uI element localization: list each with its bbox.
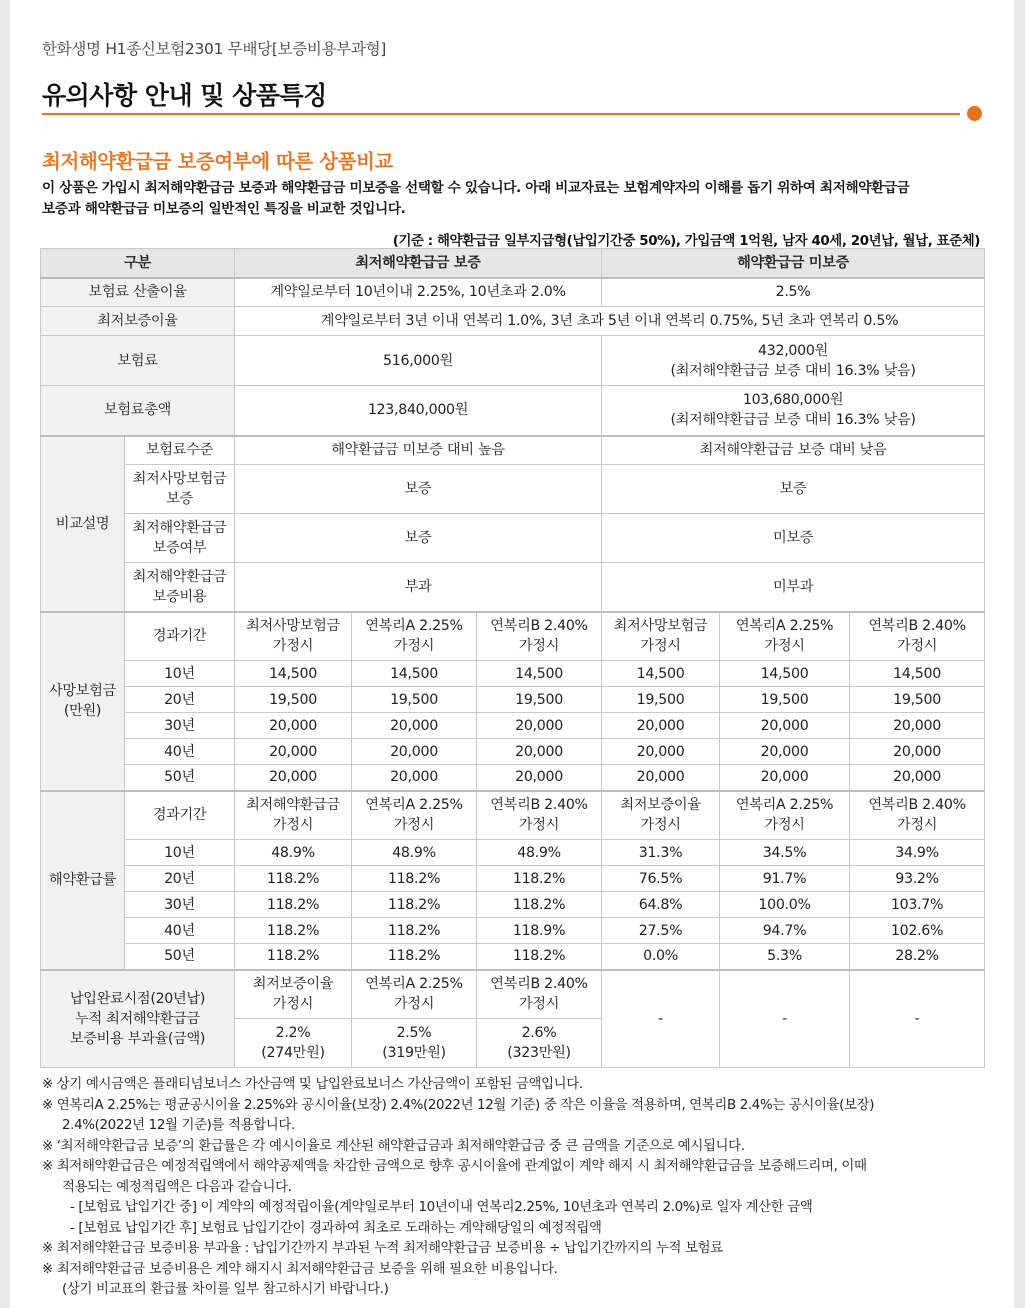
- table-row: [41, 661, 985, 687]
- header-guaranteed: 최저해약환급금 보증: [235, 249, 602, 278]
- table-cell: 118.2%: [235, 944, 352, 970]
- table-cell: 20,000: [602, 765, 720, 791]
- table-cell: 20,000: [477, 713, 602, 739]
- label-line: 최저해약환급금: [132, 520, 227, 536]
- period-cell: 10년: [125, 840, 235, 866]
- table-cell: 118.2%: [477, 892, 602, 918]
- table-cell: 5.3%: [720, 944, 850, 970]
- table-cell: 20,000: [850, 713, 985, 739]
- period-cell: 10년: [125, 661, 235, 687]
- accent-dot-icon: [967, 106, 982, 121]
- empty-cell: -: [602, 970, 720, 1068]
- period-header: 경과기간: [125, 791, 235, 840]
- table-row: [41, 436, 985, 465]
- comparison-basis: (기준 : 해약환급금 일부지급형(납입기간중 50%), 가입금액 1억원, 남자 40세, 20년납, 월납, 표준체): [392, 234, 980, 249]
- table-cell: 0.0%: [602, 944, 720, 970]
- table-cell: [235, 1019, 352, 1068]
- column-header: [352, 612, 477, 661]
- table-cell: 14,500: [235, 661, 352, 687]
- period-cell: 20년: [125, 687, 235, 713]
- cell-line: 432,000원: [758, 342, 829, 359]
- note-line: - [보험료 납입기간 중] 이 계약의 예정적립이율(계약일로부터 10년이내 연복리2.25%, 10년초과 연복리 2.0%)로 일자 계산한 금액: [70, 1200, 813, 1215]
- table-cell: 516,000원: [235, 336, 602, 386]
- intro-line: 보증과 해약환급금 미보증의 일반적인 특징을 비교한 것입니다.: [42, 201, 406, 217]
- row-label: 보험료 산출이율: [41, 278, 235, 307]
- table-cell: 해약환급금 미보증 대비 높음: [235, 436, 602, 465]
- table-row: [41, 970, 985, 1019]
- table-cell: 76.5%: [602, 866, 720, 892]
- table-cell: 94.7%: [720, 918, 850, 944]
- cell-line: 2.2%: [275, 1025, 311, 1041]
- table-cell: 118.2%: [235, 918, 352, 944]
- label-line: 가정시: [764, 817, 805, 834]
- label-line: 최저보증이율: [252, 976, 334, 993]
- note-line: ※ ‘최저해약환급금 보증’의 환급률은 각 예시이율로 계산된 해약환급금과 최저해약환급금 중 큰 금액을 기준으로 예시됩니다.: [42, 1138, 745, 1154]
- table-cell: 20,000: [720, 739, 850, 765]
- label-line: 납입완료시점(20년납): [69, 990, 206, 1007]
- row-label: 보험료: [41, 336, 235, 386]
- table-cell: 부과: [235, 563, 602, 612]
- table-cell: 계약일로부터 3년 이내 연복리 1.0%, 3년 초과 5년 이내 연복리 0.75%, 5년 초과 연복리 0.5%: [235, 307, 985, 336]
- cell-line: 103,680,000원: [742, 392, 844, 409]
- comparison-table: [40, 248, 985, 1068]
- table-row: [41, 944, 985, 970]
- table-cell: 20,000: [720, 713, 850, 739]
- table-cell: 27.5%: [602, 918, 720, 944]
- cell-line: 2.6%: [521, 1025, 557, 1041]
- table-cell: 20,000: [602, 739, 720, 765]
- empty-cell: -: [850, 970, 985, 1068]
- period-cell: 30년: [125, 713, 235, 739]
- label-line: 가정시: [518, 996, 560, 1013]
- table-row: [41, 791, 985, 840]
- table-cell: 14,500: [850, 661, 985, 687]
- table-cell: [602, 336, 985, 386]
- table-cell: 118.2%: [352, 892, 477, 918]
- note-line: 2.4%(2022년 12월 기준)를 적용합니다.: [62, 1118, 295, 1133]
- table-cell: 28.2%: [850, 944, 985, 970]
- column-header: [352, 791, 477, 840]
- column-header: [720, 612, 850, 661]
- note-line: - [보험료 납입기간 후] 보험료 납입기간이 경과하여 최초로 도래하는 계약해당일의 예정적립액: [70, 1220, 602, 1236]
- note-line: ※ 상기 예시금액은 플래티넘보너스 가산금액 및 납입완료보너스 가산금액이 포함된 금액입니다.: [42, 1077, 583, 1092]
- table-cell: 20,000: [352, 739, 477, 765]
- table-cell: 48.9%: [235, 840, 352, 866]
- period-cell: 30년: [125, 892, 235, 918]
- label-line: 최저보증이율: [620, 797, 701, 814]
- table-cell: 20,000: [850, 765, 985, 791]
- table-row: [41, 612, 985, 661]
- table-row: [41, 918, 985, 944]
- table-cell: [477, 1019, 602, 1068]
- column-header: [602, 791, 720, 840]
- table-cell: 계약일로부터 10년이내 2.25%, 10년초과 2.0%: [235, 278, 602, 307]
- label-line: 가정시: [272, 996, 314, 1013]
- column-header: [477, 791, 602, 840]
- table-row: [41, 892, 985, 918]
- label-line: 최저사망보험금: [613, 618, 708, 635]
- table-row: [41, 514, 985, 563]
- column-header: [235, 612, 352, 661]
- table-cell: 118.9%: [477, 918, 602, 944]
- header-category: 구분: [41, 249, 235, 278]
- cell-line: (최저해약환급금 보증 대비 16.3% 낮음): [670, 412, 916, 429]
- table-cell: 118.2%: [477, 866, 602, 892]
- table-cell: 34.5%: [720, 840, 850, 866]
- label-line: 누적 최저해약환급금: [75, 1010, 200, 1027]
- column-header: [477, 612, 602, 661]
- label-line: 보증: [166, 491, 193, 507]
- column-header: [602, 612, 720, 661]
- row-label: 보험료총액: [41, 386, 235, 436]
- cell-line: (최저해약환급금 보증 대비 16.3% 낮음): [670, 362, 916, 379]
- empty-cell: -: [720, 970, 850, 1068]
- period-cell: 50년: [125, 944, 235, 970]
- table-cell: 14,500: [720, 661, 850, 687]
- table-cell: 118.2%: [352, 866, 477, 892]
- row-label: 보험료수준: [125, 436, 235, 465]
- note-line: (상기 비교표의 환급률 차이를 일부 참고하시기 바랍니다.): [62, 1282, 389, 1297]
- table-header-row: [41, 249, 985, 278]
- note-line: ※ 최저해약환급금 보증비용은 계약 해지시 최저해약환급금 보증을 위해 필요한 비용입니다.: [42, 1261, 558, 1277]
- label-line: 보증비용: [152, 588, 207, 605]
- column-header: [477, 970, 602, 1019]
- page-title: 유의사항 안내 및 상품특징: [42, 81, 327, 110]
- column-header: [720, 791, 850, 840]
- table-cell: 19,500: [235, 687, 352, 713]
- table-cell: 14,500: [477, 661, 602, 687]
- table-cell: 19,500: [850, 687, 985, 713]
- label-line: 연복리A 2.25%: [365, 618, 463, 635]
- period-cell: 40년: [125, 918, 235, 944]
- table-row: [41, 465, 985, 514]
- table-cell: 118.2%: [235, 866, 352, 892]
- note-line: ※ 최저해약환급금 보증비용 부과율 : 납입기간까지 부과된 누적 최저해약환급금 보증비용 ÷ 납입기간까지의 누적 보험료: [42, 1241, 723, 1256]
- label-line: 가정시: [272, 817, 314, 834]
- table-cell: 보증: [235, 514, 602, 563]
- row-label: [125, 514, 235, 563]
- label-line: 가정시: [272, 638, 314, 655]
- label-line: 연복리B 2.40%: [868, 797, 966, 814]
- table-cell: 20,000: [602, 713, 720, 739]
- table-cell: 14,500: [352, 661, 477, 687]
- table-cell: 31.3%: [602, 840, 720, 866]
- table-cell: 19,500: [477, 687, 602, 713]
- document-page: [10, 0, 1014, 1308]
- note-line: ※ 최저해약환급금은 예정적립액에서 해약공제액을 차감한 금액으로 향후 공시이율에 관계없이 계약 해지 시 최저해약환급금을 보증해드리며, 이때: [42, 1159, 867, 1174]
- label-line: 가정시: [518, 638, 560, 655]
- label-line: 가정시: [640, 817, 681, 834]
- table-cell: 20,000: [477, 765, 602, 791]
- label-line: (만원): [63, 703, 102, 719]
- period-header: 경과기간: [125, 612, 235, 661]
- label-line: 가정시: [896, 817, 938, 834]
- intro-line: 이 상품은 가입시 최저해약환급금 보증과 해약환급금 미보증을 선택할 수 있습니다. 아래 비교자료는 보험계약자의 이해를 돕기 위하여 최저해약환급금: [42, 180, 910, 196]
- note-line: 적용되는 예정적립액은 다음과 같습니다.: [62, 1179, 292, 1195]
- table-row: [41, 336, 985, 386]
- table-cell: 34.9%: [850, 840, 985, 866]
- table-cell: 20,000: [720, 765, 850, 791]
- group-label: [41, 970, 235, 1068]
- table-cell: 48.9%: [477, 840, 602, 866]
- table-cell: 20,000: [352, 765, 477, 791]
- cell-line: 2.5%: [396, 1025, 432, 1041]
- label-line: 최저사망보험금: [132, 471, 227, 487]
- label-line: 연복리B 2.40%: [490, 797, 588, 814]
- label-line: 가정시: [896, 638, 938, 655]
- column-header: [235, 791, 352, 840]
- table-cell: 20,000: [850, 739, 985, 765]
- label-line: 가정시: [640, 638, 681, 655]
- table-cell: 48.9%: [352, 840, 477, 866]
- table-cell: [602, 386, 985, 436]
- label-line: 가정시: [393, 817, 435, 834]
- table-row: [41, 713, 985, 739]
- table-row: [41, 739, 985, 765]
- label-line: 가정시: [518, 817, 560, 834]
- table-row: [41, 840, 985, 866]
- row-label: [125, 465, 235, 514]
- footnotes: [42, 1075, 982, 1301]
- table-cell: 118.2%: [235, 892, 352, 918]
- table-cell: 미부과: [602, 563, 985, 612]
- header-nonguaranteed: 해약환급금 미보증: [602, 249, 985, 278]
- period-cell: 40년: [125, 739, 235, 765]
- table-cell: 보증: [235, 465, 602, 514]
- group-label: 해약환급률: [41, 791, 125, 970]
- table-row: [41, 765, 985, 791]
- table-row: [41, 307, 985, 336]
- label-line: 연복리A 2.25%: [365, 976, 463, 993]
- label-line: 연복리B 2.40%: [490, 618, 588, 635]
- label-line: 최저사망보험금: [246, 618, 340, 635]
- label-line: 연복리A 2.25%: [735, 797, 834, 814]
- table-row: [41, 866, 985, 892]
- table-cell: 19,500: [602, 687, 720, 713]
- table-cell: 100.0%: [720, 892, 850, 918]
- table-cell: 64.8%: [602, 892, 720, 918]
- table-cell: 102.6%: [850, 918, 985, 944]
- table-row: [41, 278, 985, 307]
- section-title: 최저해약환급금 보증여부에 따른 상품비교: [42, 150, 394, 173]
- table-row: [41, 687, 985, 713]
- table-row: [41, 386, 985, 436]
- row-label: [125, 563, 235, 612]
- row-label: 최저보증이율: [41, 307, 235, 336]
- cell-line: (323만원): [507, 1045, 571, 1061]
- table-cell: [352, 1019, 477, 1068]
- table-cell: 미보증: [602, 514, 985, 563]
- title-divider: [42, 113, 960, 115]
- table-cell: 20,000: [235, 765, 352, 791]
- column-header: [235, 970, 352, 1019]
- product-name: 한화생명 H1종신보험2301 무배당[보증비용부과형]: [42, 40, 387, 58]
- table-row: [41, 563, 985, 612]
- label-line: 최저해약환급금: [246, 797, 340, 814]
- table-cell: 118.2%: [352, 944, 477, 970]
- label-line: 보증비용 부과율(금액): [69, 1030, 206, 1047]
- table-cell: 2.5%: [602, 278, 985, 307]
- table-cell: 118.2%: [352, 918, 477, 944]
- label-line: 가정시: [393, 996, 435, 1013]
- table-cell: 20,000: [235, 713, 352, 739]
- cell-line: (274만원): [261, 1045, 325, 1061]
- table-cell: 20,000: [352, 713, 477, 739]
- label-line: 가정시: [764, 638, 805, 655]
- label-line: 사망보험금: [48, 683, 117, 699]
- label-line: 최저해약환급금: [132, 568, 227, 585]
- table-cell: 최저해약환급금 보증 대비 낮음: [602, 436, 985, 465]
- table-cell: 93.2%: [850, 866, 985, 892]
- group-label: [41, 612, 125, 791]
- table-cell: 보증: [602, 465, 985, 514]
- label-line: 연복리A 2.25%: [735, 618, 834, 635]
- label-line: 연복리B 2.40%: [490, 976, 588, 993]
- label-line: 가정시: [393, 638, 435, 655]
- group-label: 비교설명: [41, 436, 125, 612]
- table-cell: 123,840,000원: [235, 386, 602, 436]
- table-cell: 91.7%: [720, 866, 850, 892]
- table-cell: 20,000: [235, 739, 352, 765]
- period-cell: 20년: [125, 866, 235, 892]
- cell-line: (319만원): [382, 1045, 446, 1061]
- table-cell: 19,500: [352, 687, 477, 713]
- label-line: 연복리B 2.40%: [868, 618, 966, 635]
- label-line: 보증여부: [152, 540, 207, 556]
- table-cell: 20,000: [477, 739, 602, 765]
- column-header: [352, 970, 477, 1019]
- table-cell: 14,500: [602, 661, 720, 687]
- table-cell: 19,500: [720, 687, 850, 713]
- period-cell: 50년: [125, 765, 235, 791]
- table-cell: 118.2%: [477, 944, 602, 970]
- table-cell: 103.7%: [850, 892, 985, 918]
- section-intro: [42, 178, 972, 220]
- label-line: 연복리A 2.25%: [365, 797, 463, 814]
- note-line: ※ 연복리A 2.25%는 평균공시이율 2.25%와 공시이율(보장) 2.4%(2022년 12월 기준) 중 작은 이율을 적용하며, 연복리B 2.4%는 공시이율(보장): [42, 1097, 875, 1113]
- column-header: [850, 791, 985, 840]
- column-header: [850, 612, 985, 661]
